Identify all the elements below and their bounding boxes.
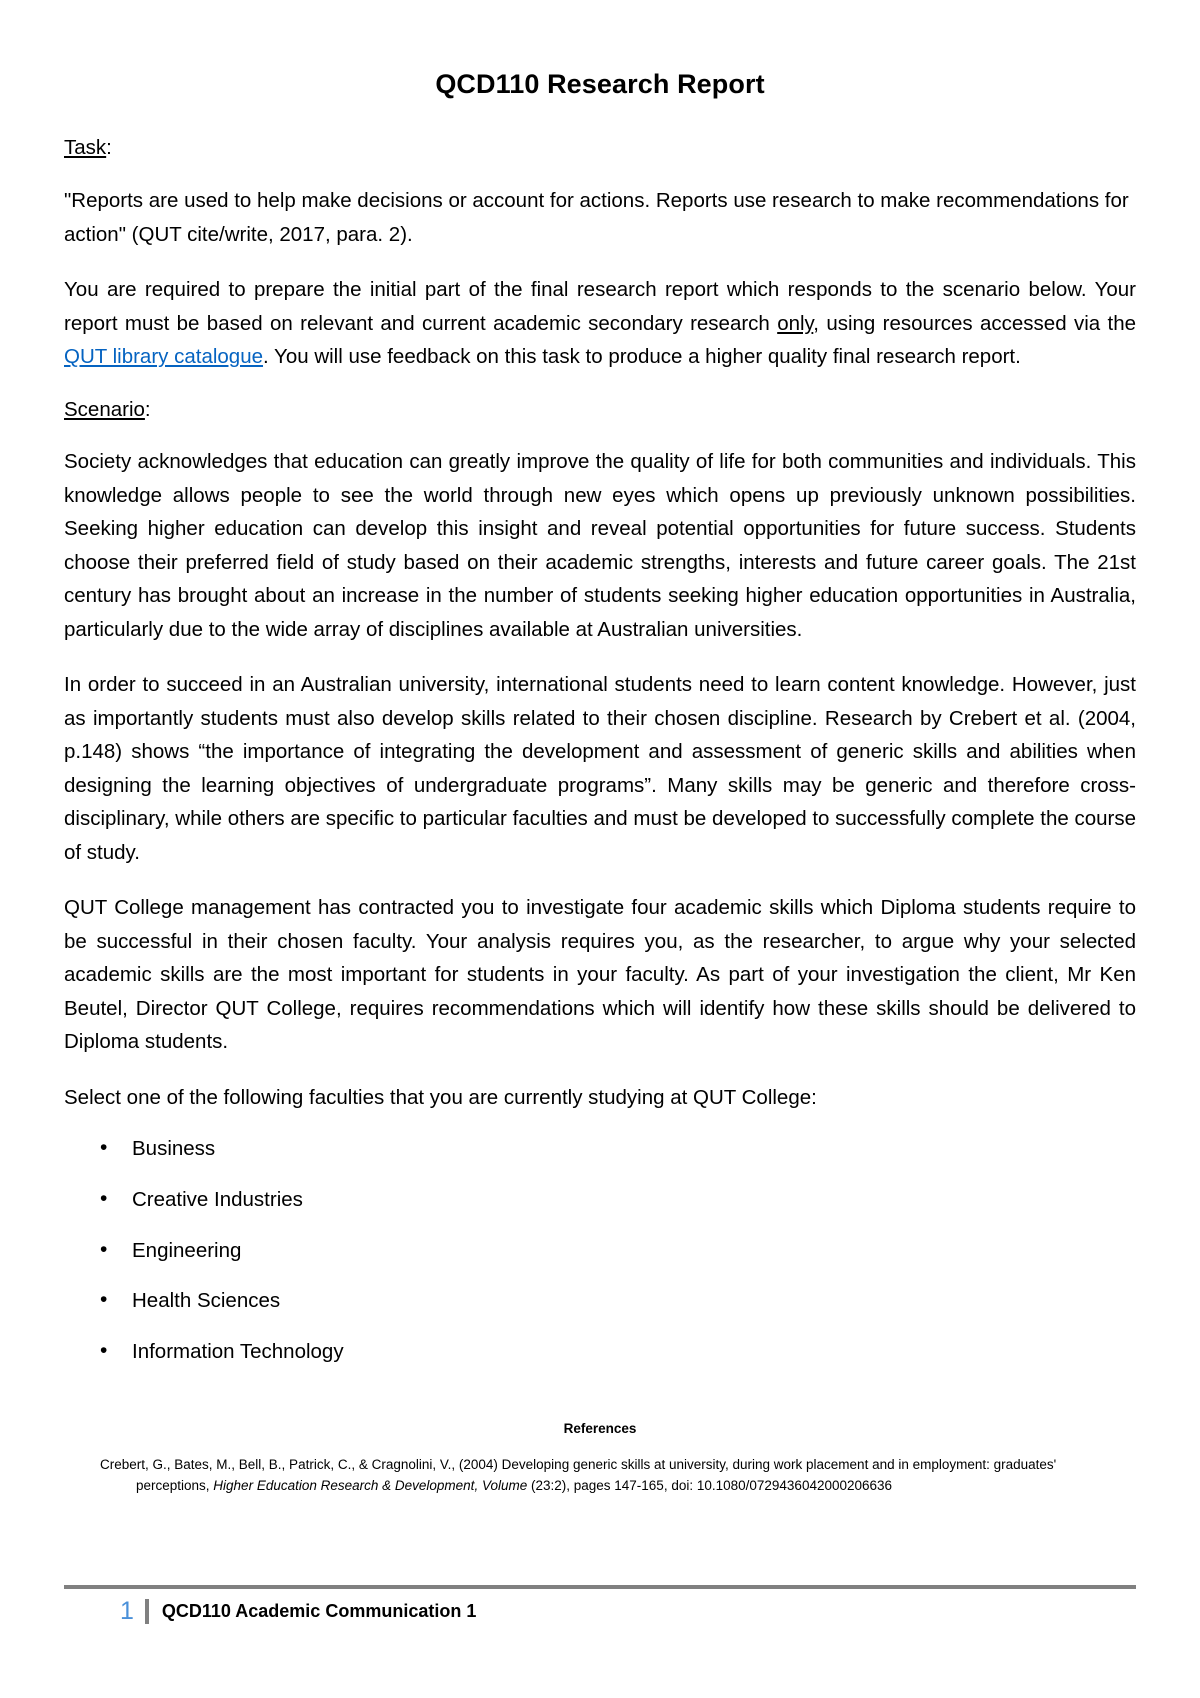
qut-library-catalogue-link[interactable]: QUT library catalogue [64, 345, 264, 369]
instruction-emphasis-only: only [777, 311, 814, 335]
faculty-select-prompt: Select one of the following faculties that you are currently studying at QUT College: [64, 1085, 817, 1109]
references-section [64, 1421, 1136, 1496]
task-quote-paragraph: "Reports are used to help make decisions or account for actions. Reports use research to make recommendations for action" (QUT cite/write, 2017, para. 2). [64, 189, 1129, 246]
document-title-text: QCD110 Research Report [435, 69, 765, 99]
task-section-label [64, 134, 1136, 162]
task-label-colon: : [106, 136, 112, 160]
list-item: • Engineering [64, 1238, 1136, 1265]
footer-vertical-divider [145, 1599, 149, 1624]
faculty-list [64, 1136, 1136, 1365]
list-item: • Health Sciences [64, 1288, 1136, 1315]
list-item: • Business [64, 1136, 1136, 1163]
page-footer [64, 1585, 1136, 1624]
instruction-text-part2: , using resources accessed via the [813, 311, 1136, 335]
scenario-paragraph-1: Society acknowledges that education can greatly improve the quality of life for both communities and individuals. This knowledge allows people to see the world through new eyes which opens up previously unknown possibilities. Seeking higher education can develop this insight and reveal potential opportunities for future success. Students choose their preferred field of study based on their academic strengths, interests and future career goals. The 21st century has brought about an increase in the number of students seeking higher education opportunities in Australia, particularly due to the wide array of disciplines available at Australian universities. [64, 450, 1136, 641]
scenario-label-colon: : [144, 397, 151, 421]
list-item: • Creative Industries [64, 1187, 1136, 1214]
scenario-section-label [64, 396, 1136, 424]
page-number: 1 [120, 1597, 134, 1625]
footer-divider-rule [64, 1585, 1136, 1589]
list-item: • Information Technology [64, 1339, 1136, 1366]
instruction-text-part3: . You will use feedback on this task to produce a higher quality final research report. [263, 345, 1021, 369]
task-instruction-paragraph [64, 273, 1136, 374]
footer-course-label: QCD110 Academic Communication 1 [161, 1600, 477, 1621]
reference-entry [100, 1454, 1102, 1496]
reference-text-part1: Crebert, G., Bates, M., Bell, B., Patrick, C., & Cragnolini, V., (2004) Developing generic skills at university, during work placement and in employment: graduates' perceptions, [100, 1457, 1057, 1494]
scenario-paragraph-2: In order to succeed in an Australian university, international students need to learn content knowledge. However, just as importantly students must also develop skills related to their chosen discipline. Research by Crebert et al. (2004, p.148) shows “the importance of integrating the development and assessment of generic skills and abilities when designing the learning objectives of undergraduate programs”. Many skills may be generic and therefore cross-disciplinary, while others are specific to particular faculties and must be developed to successfully complete the course of study. [64, 673, 1136, 864]
scenario-paragraph-3: QUT College management has contracted you to investigate four academic skills which Diploma students require to be successful in their chosen faculty. Your analysis requires you, as the researcher, to argue why your selected academic skills are the most important for students in your faculty. As part of your investigation the client, Mr Ken Beutel, Director QUT College, requires recommendations which will identify how these skills should be delivered to Diploma students. [64, 896, 1136, 1054]
reference-journal-title: Higher Education Research & Development, Volume [213, 1478, 528, 1494]
task-label-text: Task [64, 136, 107, 160]
footer-row [64, 1599, 1136, 1624]
instruction-text-part1: You are required to prepare the initial part of the final research report which responds to the scenario below. Your report must be based on relevant and current academic secondary research [64, 278, 1136, 335]
scenario-label-text: Scenario [64, 397, 145, 421]
page-title [64, 68, 1136, 100]
reference-text-part2: (23:2), pages 147-165, doi: 10.1080/0729436042000206636 [527, 1478, 893, 1494]
references-heading: References [563, 1421, 637, 1437]
